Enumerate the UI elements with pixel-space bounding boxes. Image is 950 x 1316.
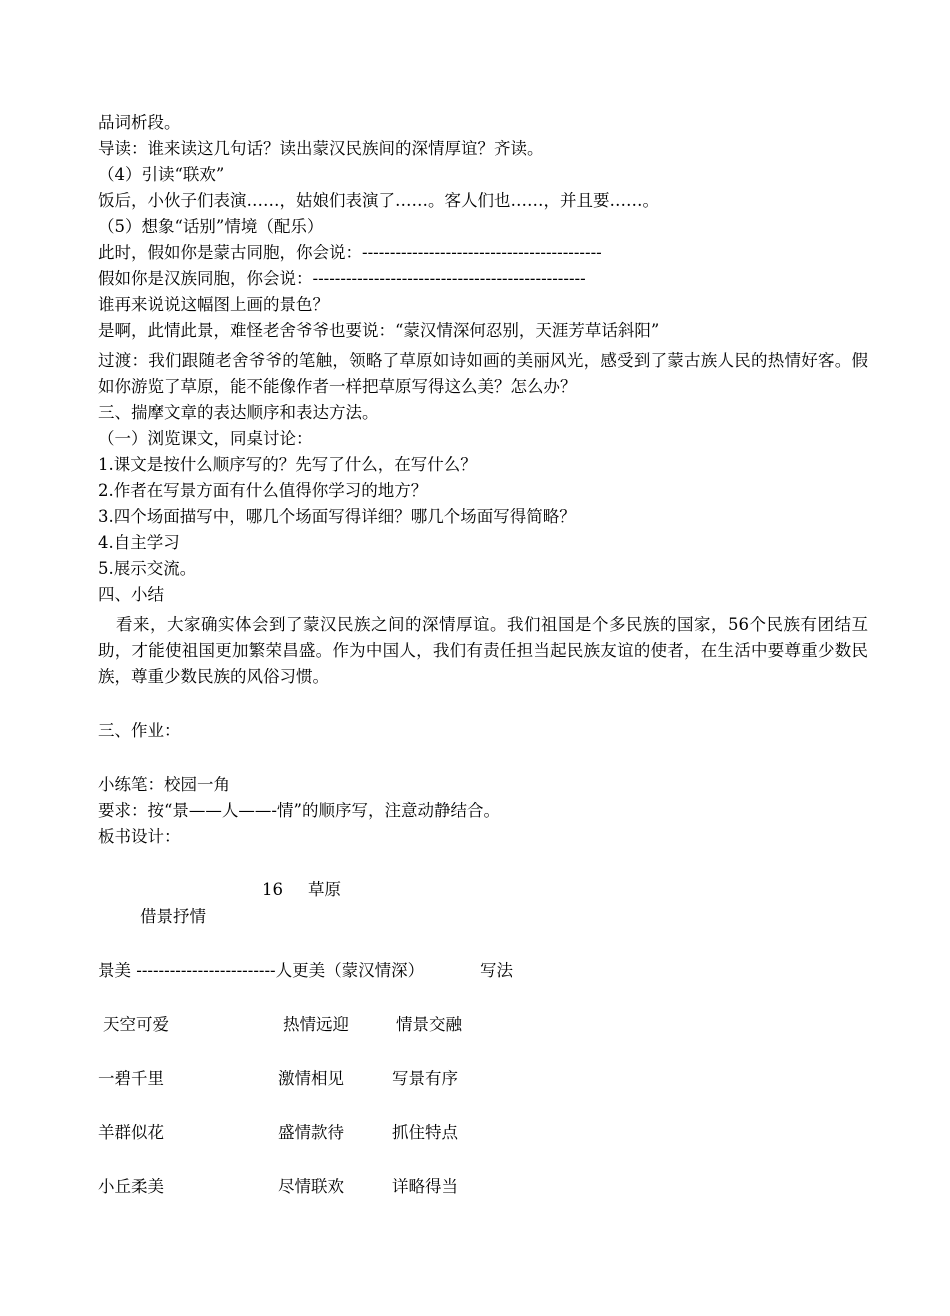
board-cell: 热情远迎 (283, 1015, 349, 1034)
board-cell: 羊群似花 (98, 1123, 164, 1142)
text-line: 是啊，此情此景，难怪老舍爷爷也要说：“蒙汉情深何忍别，天涯芳草话斜阳” (98, 321, 660, 340)
board-cell: 写景有序 (392, 1069, 458, 1088)
board-cell: 情景交融 (396, 1015, 462, 1034)
section-heading: 三、作业： (98, 721, 181, 740)
text-line: 假如你是汉族同胞，你会说：------------------------------------------------- (98, 269, 586, 288)
board-cell: 抓住特点 (392, 1123, 458, 1142)
board-cell: 尽情联欢 (278, 1177, 344, 1196)
text-line: （5）想象“话别”情境（配乐） (98, 217, 324, 236)
list-item: 1.课文是按什么顺序写的？先写了什么，在写什么？ (98, 455, 477, 474)
board-number: 16 (262, 880, 283, 899)
text-line: （一）浏览课文，同桌讨论： (98, 429, 313, 448)
transition-paragraph: 过渡：我们跟随老舍爷爷的笔触，领略了草原如诗如画的美丽风光，感受到了蒙古族人民的热情好客。假如你游览了草原，能不能像作者一样把草原写得这么美？怎么办？ (98, 351, 868, 396)
board-method-label: 写法 (480, 961, 513, 980)
text-line: 品词析段。 (98, 113, 181, 132)
list-item: 3.四个场面描写中，哪几个场面写得详细？哪几个场面写得简略？ (98, 507, 576, 526)
board-row-header: 景美 -------------------------人更美（蒙汉情深） (98, 961, 425, 980)
text-line: 板书设计： (98, 827, 181, 846)
list-item: 2.作者在写景方面有什么值得你学习的地方？ (98, 481, 428, 500)
section-heading: 三、揣摩文章的表达顺序和表达方法。 (98, 403, 379, 422)
text-line: 要求：按“景——人——-情”的顺序写，注意动静结合。 (98, 801, 500, 820)
board-cell: 小丘柔美 (98, 1177, 164, 1196)
text-line: 谁再来说说这幅图上画的景色？ (98, 295, 329, 314)
list-item: 4.自主学习 (98, 533, 180, 552)
text-line: 小练笔：校园一角 (98, 775, 230, 794)
text-line: 此时，假如你是蒙古同胞，你会说：------------------------------------------- (98, 243, 602, 262)
text-line: （4）引读“联欢” (98, 165, 225, 184)
board-cell: 一碧千里 (98, 1069, 164, 1088)
board-subtitle: 借景抒情 (140, 907, 206, 926)
board-cell: 天空可爱 (103, 1015, 169, 1034)
board-cell: 详略得当 (392, 1177, 458, 1196)
summary-paragraph: 看来，大家确实体会到了蒙汉民族之间的深情厚谊。我们祖国是个多民族的国家，56个民族有团结互助，才能使祖国更加繁荣昌盛。作为中国人，我们有责任担当起民族友谊的使者，在生活中要尊重少数民族，尊重少数民族的风俗习惯。 (98, 615, 868, 686)
list-item: 5.展示交流。 (98, 559, 197, 578)
board-title: 草原 (308, 880, 341, 899)
board-cell: 盛情款待 (278, 1123, 344, 1142)
text-line: 导读：谁来读这几句话？读出蒙汉民族间的深情厚谊？齐读。 (98, 139, 544, 158)
section-heading: 四、小结 (98, 585, 164, 604)
board-cell: 激情相见 (278, 1069, 344, 1088)
text-line: 饭后，小伙子们表演……，姑娘们表演了……。客人们也……，并且要……。 (98, 191, 659, 210)
